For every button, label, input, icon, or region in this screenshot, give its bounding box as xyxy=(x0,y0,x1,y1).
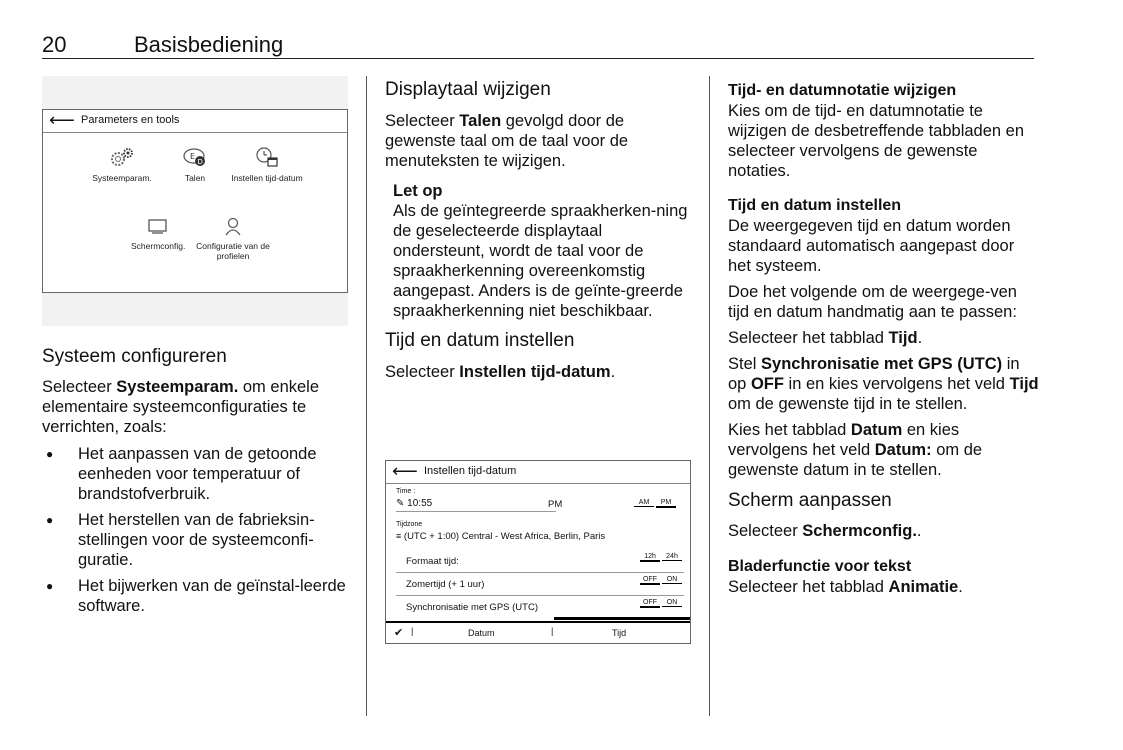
tab-datum[interactable]: Datum xyxy=(468,628,495,638)
row-label: Synchronisatie met GPS (UTC) xyxy=(406,602,538,613)
pm-indicator: PM xyxy=(548,499,563,510)
page-number: 20 xyxy=(42,32,67,57)
language-icon xyxy=(181,146,209,168)
check-icon[interactable]: ✔ xyxy=(394,627,404,639)
tile-configuratie-profielen[interactable] xyxy=(185,216,281,261)
time-label: Time : xyxy=(396,488,416,495)
section-heading-displaytaal: Displaytaal wijzigen xyxy=(385,79,551,100)
note-text: Als de geïntegreerde spraakherken-ning de geselecteerde displaytaal ondersteunt, wordt de taal voor de spraakherkenning overeenkomstig aangepast. Anders is de geïnte-greerde spraakherkenning niet beschikbaar. xyxy=(393,202,688,320)
screen1-header xyxy=(43,110,347,133)
setting-row-zomertijd[interactable] xyxy=(396,573,684,596)
list-item: ● Het bijwerken van de geïnstal-leerde software. xyxy=(42,576,354,616)
setting-row-formaat[interactable] xyxy=(396,550,684,573)
note-title: Let op xyxy=(393,182,443,200)
format-toggle[interactable] xyxy=(640,553,682,562)
time-value: 10:55 xyxy=(407,498,433,509)
tile-instellen-tijd-datum[interactable] xyxy=(227,146,307,183)
tab-bar xyxy=(386,621,690,643)
column-divider-2 xyxy=(709,76,710,716)
tab-tijd-active-indicator xyxy=(554,617,690,620)
option-on[interactable]: ON xyxy=(662,599,682,607)
timezone-label: Tijdzone xyxy=(396,521,423,528)
paragraph-systeem: Selecteer Systeemparam. om enkele elementaire systeemconfiguraties te verrichten, zoals: xyxy=(42,378,320,436)
back-arrow-icon[interactable]: ⟵ xyxy=(49,110,75,130)
tab-separator: | xyxy=(411,626,414,636)
tile-label: Talen xyxy=(184,173,206,183)
timezone-field[interactable] xyxy=(396,531,605,542)
note-block xyxy=(385,181,690,321)
clock-calendar-icon xyxy=(253,146,281,168)
svg-text:D: D xyxy=(197,158,203,166)
section-heading-systeem: Systeem configureren xyxy=(42,346,227,367)
paragraph-tabblad-tijd: Selecteer het tabblad Tijd. xyxy=(728,329,923,347)
option-on[interactable]: ON xyxy=(662,576,682,584)
option-24h[interactable]: 24h xyxy=(662,553,682,561)
monitor-icon xyxy=(146,216,170,236)
paragraph-datum: Kies het tabblad Datum en kies vervolgens het veld Datum: om de gewenste datum in te stellen. xyxy=(728,421,983,479)
am-option[interactable]: AM xyxy=(634,499,654,507)
gps-toggle[interactable] xyxy=(640,599,682,608)
paragraph-handmatig: Doe het volgende om de weergege-ven tijd en datum handmatig aan te passen: xyxy=(728,283,1017,321)
screen2-display xyxy=(385,460,691,644)
setting-row-gps-sync[interactable] xyxy=(396,596,684,618)
svg-text:E: E xyxy=(190,152,196,161)
bullet-list xyxy=(42,444,354,616)
column-1 xyxy=(42,346,354,622)
row-label: Zomertijd (+ 1 uur) xyxy=(406,579,485,590)
list-item: ● Het herstellen van de fabrieksin-stellingen voor de systeemconfi-guratie. xyxy=(42,510,354,570)
back-arrow-icon[interactable]: ⟵ xyxy=(392,461,418,481)
option-off[interactable]: OFF xyxy=(640,576,660,585)
paragraph-notatie: Kies om de tijd- en datumnotatie te wijzigen de desbetreffende tabbladen en selecteer vervolgens de gewenste notaties. xyxy=(728,102,1025,180)
tab-separator: | xyxy=(551,626,554,636)
column-divider-1 xyxy=(366,76,367,716)
option-12h[interactable]: 12h xyxy=(640,553,660,562)
paragraph-automatisch: De weergegeven tijd en datum worden standaard automatisch aangepast door het systeem. xyxy=(728,217,1015,275)
gears-icon xyxy=(108,146,136,168)
paragraph-talen: Selecteer Talen gevolgd door de gewenste taal om de taal voor de menuteksten te wijzigen. xyxy=(385,112,629,170)
tile-systeemparam[interactable] xyxy=(87,146,157,183)
subheading-tijd-datum: Tijd en datum instellen xyxy=(728,197,902,214)
ampm-toggle[interactable] xyxy=(634,499,676,508)
pm-option[interactable]: PM xyxy=(656,499,676,508)
row-label: Formaat tijd: xyxy=(406,556,459,567)
subheading-bladerfunctie: Bladerfunctie voor tekst xyxy=(728,558,912,575)
paragraph-gps: Stel Synchronisatie met GPS (UTC) in op OFF in en kies vervolgens het veld Tijd om de gewenste tijd in te stellen. xyxy=(728,355,1039,413)
zomertijd-toggle[interactable] xyxy=(640,576,682,585)
paragraph-instellen: Selecteer Instellen tijd-datum. xyxy=(385,363,616,381)
column-2 xyxy=(385,79,690,382)
tile-label: Configuratie van de profielen xyxy=(196,241,270,261)
tile-label: Schermconfig. xyxy=(131,241,186,251)
screen2-header xyxy=(386,461,690,484)
tile-talen[interactable] xyxy=(165,146,225,183)
option-off[interactable]: OFF xyxy=(640,599,660,608)
subheading-notatie: Tijd- en datumnotatie wijzigen xyxy=(728,82,957,99)
page-title: Basisbediening xyxy=(134,32,284,57)
list-item: ● Het aanpassen van de getoonde eenheden voor temperatuur of brandstofverbruik. xyxy=(42,444,354,504)
screen1-title: Parameters en tools xyxy=(81,114,180,126)
tile-label: Systeemparam. xyxy=(92,173,152,183)
list-icon: ≡ xyxy=(396,531,402,541)
paragraph-animatie: Selecteer het tabblad Animatie. xyxy=(728,578,963,596)
timezone-value: (UTC + 1:00) Central - West Africa, Berlin, Paris xyxy=(403,531,606,542)
paragraph-schermconfig: Selecteer Schermconfig.. xyxy=(728,522,922,540)
screen1-figure xyxy=(42,76,348,326)
screen2-title: Instellen tijd-datum xyxy=(424,465,517,477)
column-3 xyxy=(728,81,1040,597)
profile-icon xyxy=(221,216,245,236)
tile-schermconfig[interactable] xyxy=(131,216,185,251)
section-heading-scherm: Scherm aanpassen xyxy=(728,490,892,511)
time-field[interactable] xyxy=(396,498,556,512)
pencil-icon: ✎ xyxy=(396,498,405,509)
tab-tijd[interactable]: Tijd xyxy=(612,628,627,638)
screen1-display xyxy=(42,109,348,293)
tile-label: Instellen tijd-datum xyxy=(231,173,303,183)
section-heading-tijd-datum: Tijd en datum instellen xyxy=(385,330,575,351)
header-rule xyxy=(42,58,1034,59)
